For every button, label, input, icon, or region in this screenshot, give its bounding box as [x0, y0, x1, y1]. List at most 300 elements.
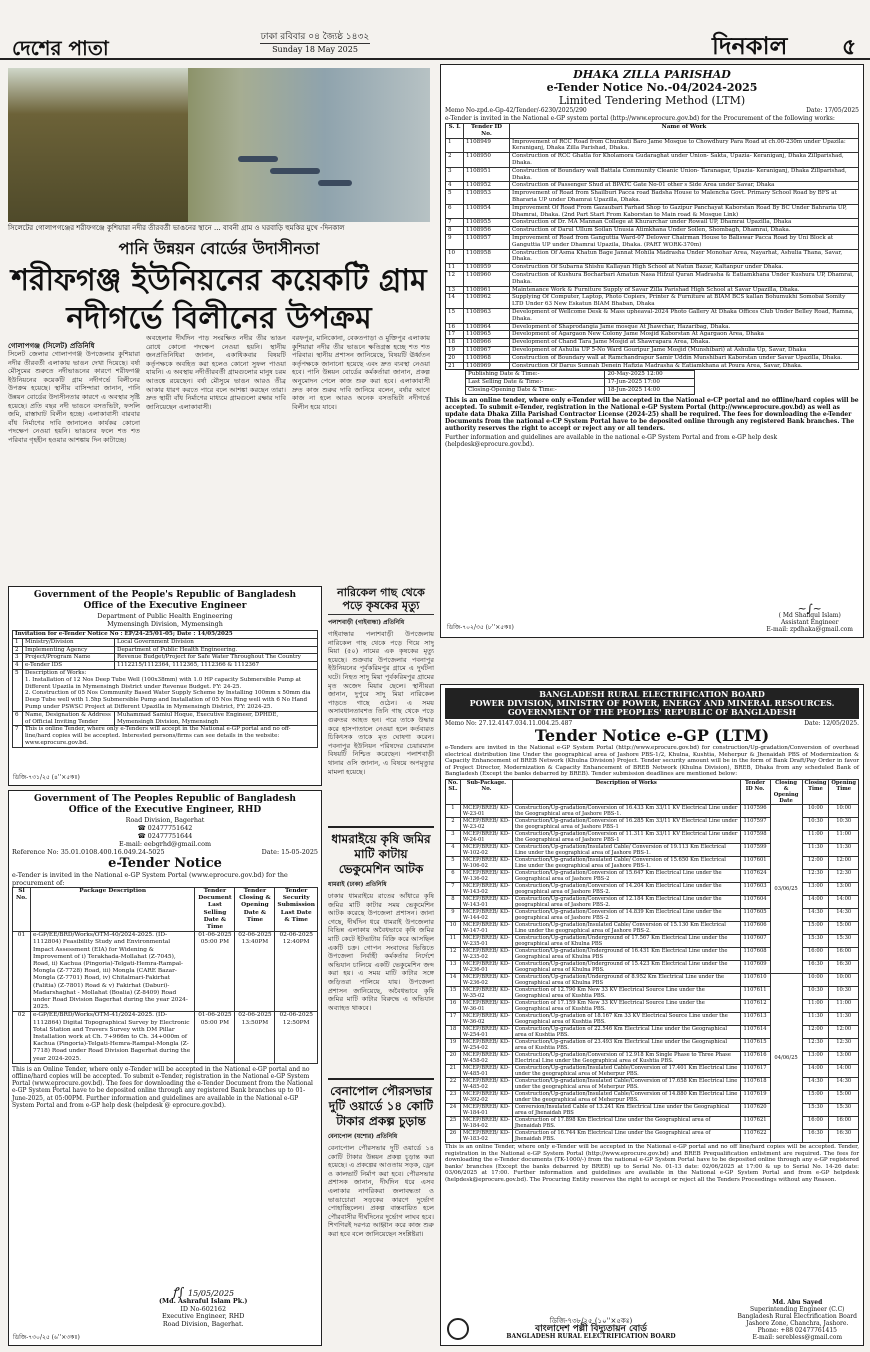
breb-cell-sl: 23 — [446, 1090, 461, 1103]
breb-cell-package: MCEP/BREB/ KD-W-143-01 — [460, 895, 512, 908]
date-bangla: ঢাকা রবিবার ০৪ জ্যৈষ্ঠ ১৪৩২ — [260, 32, 370, 42]
table-row — [13, 1012, 318, 1063]
breb-cell-sl: 14 — [446, 973, 461, 986]
story-column-2: অবহেলার দীর্ঘদিন পাড় সংরক্ষিত নদীর তীর ভাঙন রোধে কোনো পদক্ষেপ নেওয়া হয়নি। স্থানীয় জনপ্রতিনিধিরা জানান, একাধিকবার বিষয়টি কর্তৃপক্ষকে অবহিত করা হলেও কোনো সুফল পাওয়া যায়নি। এ অবস্থায় নদীতীরবর্তী গ্রামগুলোর মানুষ চরম আতঙ্কে রয়েছেন। বর্ষা মৌসুমে ভাঙন আরও তীব্র আকার ধারণ করতে পারে বলে আশঙ্কা করছেন তারা। দ্রুত স্থায়ী বাঁধ নির্মাণের মাধ্যমে গ্রামগুলো রক্ষার দাবি জানিয়েছেন এলাকাবাসী। — [146, 334, 286, 411]
breb-cell-sl: 1 — [446, 804, 461, 817]
dzp-cell-id: 1108955 — [464, 219, 510, 227]
table-row — [13, 654, 318, 662]
rhd-phone-1: ☎ 02477751642 — [137, 824, 193, 832]
rhd-ref-no: Reference No: 35.01.0108.400.16.049.24-5025 — [12, 848, 165, 856]
dates-row — [466, 379, 695, 387]
breb-cell-package: MCEP/BREB/ KD-W-23-02 — [460, 817, 512, 830]
table-row — [446, 227, 859, 235]
rhd-cell-package: e-GP/EE/BRD/Works/OTM-41/2024-2025. (ID-1112864) Digital Topographical Survey by Electronic Total Station and Travers Survey with DM Pillar Installation work at Ch. 7+966m to Ch. 34+000m of Kachua (Pingoria)-Telgati-Hemra-Rampal-Mongla (Z-7718) Road under Road Division Bagerhat during the year 2024-2025. — [31, 1012, 195, 1063]
rhd-signature-block — [159, 1285, 248, 1329]
breb-cell-open: 13:00 — [829, 882, 859, 895]
table-row — [446, 331, 859, 339]
dzp-cell-work: Maintenance Work & Furniture Supply of Savar Zilla Parishad High School at Savar Upazilla, Dhaka. — [510, 286, 859, 294]
boat-shape — [270, 168, 320, 174]
breb-cell-close: 14:00 — [802, 895, 829, 908]
table-row — [446, 973, 859, 986]
breb-cell-package: MCEP/BREB/ KD-W-35-02 — [460, 986, 512, 999]
breb-cell-close: 15:00 — [802, 921, 829, 934]
rhd-ref-row — [12, 848, 318, 856]
breb-cell-package: MCEP/BREB/ KD-W-147-01 — [460, 921, 512, 934]
middle-news-column — [328, 586, 434, 1346]
breb-cell-id: 1107607 — [740, 934, 770, 947]
dzp-sign-name: ( Md Shafiqul Islam) — [778, 612, 841, 619]
dzp-cell-id: 1108950 — [464, 153, 510, 168]
breb-cell-sl: 2 — [446, 817, 461, 830]
breb-cell-id: 1107605 — [740, 908, 770, 921]
dphe-cell-value: Revenue Budget/Project for Safe Water Throughout The Country — [115, 654, 318, 662]
breb-cell-open: 14:00 — [829, 1064, 859, 1077]
table-row — [446, 804, 859, 817]
dphe-cell-label: e-Tender IDS — [23, 662, 115, 670]
dzp-cell-id: 1108963 — [464, 308, 510, 323]
breb-memo: Memo No: 27.12.4147.034.11.004.25.487 — [445, 720, 573, 727]
breb-cell-desc: Construction/Up-gradation/Conversion of 11.311 Km 33/11 KV Electrical Line under the Geographical area of Jashore PBS-1 — [512, 830, 740, 843]
rhd-phone-1-value: 02477751642 — [147, 824, 193, 832]
dzp-date: Date: 17/05/2025 — [806, 107, 859, 114]
breb-cell-package: MCEP/BREB/ KD-W-184-02 — [460, 1116, 512, 1129]
breb-cell-desc: Construction/Up-gradation/Conversion of 15.647 Km Electrical Line under the Geographical area of Jashore PBS-2 — [512, 869, 740, 882]
table-row — [446, 308, 859, 323]
breb-cell-id: 1107614 — [740, 1025, 770, 1038]
breb-cell-id: 1107619 — [740, 1090, 770, 1103]
table-row — [446, 138, 859, 153]
breb-cell-sl: 20 — [446, 1051, 461, 1064]
rhd-phone-2: ☎ 02477751644 — [137, 832, 193, 840]
breb-sign-name: Md. Abu Sayed — [772, 1299, 823, 1306]
breb-cell-desc: Construction/Up-gradation/Insulated Cable/Conversion of 14.880 Km Electrical Line under the geographical area of Meherpur PBS. — [512, 1090, 740, 1103]
breb-cell-package: MCEP/BREB/ KD-W-485-01 — [460, 1064, 512, 1077]
dzp-cell-id: 1108968 — [464, 354, 510, 362]
benapole-byline: বেনাপোল (যশোর) প্রতিনিধি — [328, 1133, 398, 1140]
dphe-tender-notice — [8, 586, 322, 786]
dzp-cell-work: Improvement of Road from Ganguttia Ward-07 Delower Chairman House to Baliswar Pacca Road by Uni Block at Ganguttia UP under Dhamrai Upazila, Dhaka. (PART WORK-370m) — [510, 234, 859, 249]
dzp-cell-work: Construction of Kushura Bocharbari Amatun Nasa Hifzul Quran Madrasha & Eatiamkhana Under Kushura UP, Dhamrai, Dhaka. — [510, 271, 859, 286]
breb-cell-package: MCEP/BREB/ KD-W-236-02 — [460, 973, 512, 986]
dphe-cell-no: 1 — [13, 638, 23, 646]
breb-cell-sl: 4 — [446, 843, 461, 856]
rhd-line-1: Government of The Peoples Republic of Bangladesh — [34, 794, 296, 804]
breb-line-3: GOVERNMENT OF THE PEOPLES' REPUBLIC OF BANGLADESH — [507, 707, 797, 717]
breb-sign-title-2: Bangladesh Rural Electrification Board — [737, 1313, 857, 1320]
dzp-cell-sl: 10 — [446, 249, 464, 264]
dphe-cell-label: Implementing Agency — [23, 646, 115, 654]
breb-logo-icon — [447, 1318, 469, 1340]
rhd-tender-notice — [8, 790, 322, 1346]
dzp-col-id: Tender ID No. — [464, 124, 510, 139]
boat-shape — [238, 156, 278, 162]
table-row — [446, 294, 859, 309]
breb-cell-id: 1107612 — [740, 999, 770, 1012]
dzp-cell-work: Construction of Boundary wall Battala Community Cleanic Union- Taranagar, Upazia- Keraniganj, Dhaka Zillparishad, Dhaka. — [510, 167, 859, 182]
rhd-cell-selling: 01-06-2025 05:00 PM — [195, 932, 235, 1012]
breb-col-id: Tender ID No. — [740, 779, 770, 804]
rhd-cell-closing: 02-06-2025 13:40PM — [235, 932, 275, 1012]
dzp-cell-sl: 15 — [446, 308, 464, 323]
breb-cell-sl: 12 — [446, 947, 461, 960]
breb-cell-open: 12:30 — [829, 869, 859, 882]
dzp-cell-work: Construction of Boundary wall at Ramchandrapur Samir Uddin Munshibari Kaborstan under Savar Upazilla, Dhaka. — [510, 354, 859, 362]
dzp-cell-id: 1108953 — [464, 190, 510, 205]
breb-cell-desc: Construction/Up-gradation/Conversion of 16.285 Km 33/11 KV Electrical Line under the geographical area of Jashore PBS-1 — [512, 817, 740, 830]
breb-line-1: BANGLADESH RURAL ELECTRIFICATION BOARD — [539, 689, 765, 699]
breb-cell-close: 11:00 — [802, 830, 829, 843]
breb-cell-id: 1107611 — [740, 986, 770, 999]
breb-cell-package: MCEP/BREB/ KD-W-235-02 — [460, 947, 512, 960]
breb-cell-desc: Construction/Up-gradation of 23.493 Km Electrical Line under the Geographical area of Kushtia PBS. — [512, 1038, 740, 1051]
dzp-intro: e-Tender is invited in the National e-GP system portal (http://www.eprocure.gov.bd) for the Procurement of the following works: — [445, 115, 835, 122]
rhd-cell-sl: 02 — [13, 1012, 31, 1063]
breb-cell-open: 16:00 — [829, 947, 859, 960]
rhd-cell-package: e-GP/EE/BRD/Works/OTM-40/2024-2025. (ID-1112804) Feasibility Study and Environmental Impact Assessment (EIA) for Widening & Improvement of i) Terakhada-Mollahat (Z-7045), Road, ii) Kachua (Pingoria)-Telgati-Hemra-Rampal-Mongla (Z-7728) Road, iii) Mongla (CARE Bazar-Mongla (Z-7701) Road, iv) Chitalmari-Fakirhat (Falitia) (Z-7801) Road & v) Fakirhat (Daburi)-Madarshaghat - Mollahat (Boalia) (Z-8409) Road under Road Division Bagerhat during the year 2024-2025. — [31, 932, 195, 1012]
dphe-cell-value: Muhammad Samiul Hoque, Executive Engineer, DPHDE, Mymensingh Division, Mymensingh — [115, 711, 318, 726]
dzp-cell-sl: 3 — [446, 167, 464, 182]
breb-cell-sl: 21 — [446, 1064, 461, 1077]
table-row — [446, 190, 859, 205]
dzp-cell-sl: 5 — [446, 190, 464, 205]
breb-cell-sl: 6 — [446, 869, 461, 882]
dzp-title: DHAKA ZILLA PARISHAD — [573, 68, 731, 81]
breb-line-2: POWER DIVISION, MINISTRY OF POWER, ENERGY AND MINERAL RESOURCES. — [469, 698, 835, 708]
breb-cell-package: MCEP/BREB/ KD-W-458-02 — [460, 1051, 512, 1064]
breb-note: This is an online Tender, where only e-Tender will be accepted in the National e-GP portal and no off line/hard copies will be accepted. Tender, registration in the National e-GP System Portal (http://www.eprocure.gov.bd) and BREB Prequalification enlistment are required. The fees for downloading the e-Tender documents (TK-1000/-) from the national e-GP System Portal have to be deposited online through any e-GP registered banks' branches (Except the banks debarred by BREB) up to Serial No. 01-13 date: 02/06/2025 at 17:00 & up to Serial No. 14-26 date: 03/06/2025 at 17:00. Further information and guidelines are available in the National e-GP System Portal and from e-GP helpdesk (helpdesk@eprocure.gov.bd). The Procuring Entity reserves the right to accept or reject all the Tenders Proceedings without any Reason. — [445, 1143, 859, 1183]
dphe-cell-label: Name, Designation & Address of Official Inviting Tender — [23, 711, 115, 726]
breb-cell-close: 12:00 — [802, 856, 829, 869]
rhd-col-closing: Tender Closing & Opening Date & Time — [235, 888, 275, 932]
breb-cell-sl: 26 — [446, 1129, 461, 1142]
dzp-cell-sl: 20 — [446, 354, 464, 362]
breb-cell-close: 13:00 — [802, 882, 829, 895]
dzp-memo-row — [445, 107, 859, 115]
breb-cell-id: 1107598 — [740, 830, 770, 843]
rhd-line-3: Road Division, Bagerhat — [125, 816, 205, 824]
dphe-description — [23, 669, 318, 711]
breb-cell-id: 1107617 — [740, 1064, 770, 1077]
breb-tender-notice — [440, 684, 864, 1346]
rhd-sign-date: 15/05/2025 — [188, 1289, 235, 1299]
dzp-cell-work: Construction Of Darus Sunnah Denein Hafizia Madrasha & Eatiamkhana at Poura Area, Savar, Dhaka. — [510, 362, 859, 370]
story-headline: শরীফগঞ্জ ইউনিয়নের কয়েকটি গ্রাম নদীগর্ভে বিলীনের উপক্রম — [11, 263, 427, 336]
breb-cell-open: 14:00 — [829, 895, 859, 908]
dzp-tender-notice — [440, 64, 864, 638]
breb-cell-close: 10:30 — [802, 817, 829, 830]
table-row — [13, 662, 318, 670]
breb-cell-package: MCEP/BREB/ KD-W-183-02 — [460, 1129, 512, 1142]
dphe-line-3: Department of Public Health Engineering — [97, 612, 233, 620]
dzp-cell-id: 1108965 — [464, 331, 510, 339]
breb-cell-id: 1107597 — [740, 817, 770, 830]
breb-cell-package: MCEP/BREB/ KD-W-102-02 — [460, 843, 512, 856]
breb-cell-open: 10:30 — [829, 986, 859, 999]
breb-cell-id: 1107603 — [740, 882, 770, 895]
dphe-line-2: Office of the Executive Engineer — [83, 601, 247, 611]
breb-cell-date: 04/06/25 — [770, 973, 802, 1142]
breb-col-close: Closing Time — [802, 779, 829, 804]
rhd-email: E-mail: eebgrhd@gmail.com — [118, 840, 212, 848]
dhamrai-headline: ধামরাইয়ে কৃষি জমির মাটি কাটায় ভেকুমেশিন আটক — [328, 826, 434, 877]
dzp-note: This is an online tender, where only e-Tender will be accepted in the National e-CP portal and no offline/hard copies will be accepted. To submit e-Tender, registration in the National e-GP System Portal (http://www.eprocure.gov.bd) as well as update data Dhaka Zilla Parishad Contractor License (2024-25) shall be required. The fees for downloading the e-Tender Documents from the national e-CP System Portal have to be deposited online through any registered Bank branches. The authority reserves the right to accept or reject any or all tenders. — [445, 396, 859, 432]
dphe-cell-no: 7 — [13, 726, 23, 747]
dzp-cell-sl: 13 — [446, 286, 464, 294]
dphe-cell-no: 3 — [13, 654, 23, 662]
dzp-cell-sl: 8 — [446, 227, 464, 235]
breb-cell-desc: Conversion/Insulated Cable of 13.241 Km Electrical Line under the Geographical area of Jhenaidah PBS — [512, 1103, 740, 1116]
dzp-cell-work: Construction Of Subarna Shishu Kallayan High School at Natun Bazar, Kaltanpur under Dhaka. — [510, 264, 859, 272]
date-line — [260, 31, 370, 56]
breb-cell-id: 1107608 — [740, 947, 770, 960]
breb-cell-open: 12:30 — [829, 1038, 859, 1051]
breb-cell-close: 13:00 — [802, 1051, 829, 1064]
dzp-cell-sl: 12 — [446, 271, 464, 286]
breb-cell-desc: Construction/Up-gradation/Insulated Cable/ Conversion of 15.650 Km Electrical Line under the geographical area of Jashore PBS-1. — [512, 856, 740, 869]
dzp-subtitle: e-Tender Notice No.-04/2024-2025 — [546, 81, 758, 94]
breb-cell-open: 14:30 — [829, 908, 859, 921]
rhd-col-sl: Sl No. — [13, 888, 31, 932]
dzp-sign-email: E-mail: zpdhaka@gmail.com — [766, 626, 853, 633]
breb-cell-close: 15:30 — [802, 1103, 829, 1116]
dzp-cell-id: 1108969 — [464, 362, 510, 370]
breb-cell-sl: 18 — [446, 1025, 461, 1038]
breb-cell-id: 1107621 — [740, 1116, 770, 1129]
table-row — [13, 932, 318, 1012]
dphe-cell-value: Local Government Division — [115, 638, 318, 646]
dhamrai-byline: ধামরাই (ঢাকা) প্রতিনিধি — [328, 881, 387, 888]
breb-cell-desc: Construction/Up-gradation/Insulated Cable/Conversion of 17.658 Km Electrical Line under the geographical area of Meherpur PBS. — [512, 1077, 740, 1090]
dzp-cell-work: Improvement of Road from Shailburi Pacca road Badsha House to Malencha Govt. Primary School Road by BFS at Bhararia UP under Dhamrai Upazilla, Dhaka. — [510, 190, 859, 205]
photo-caption: সিলেটের গোলাপগঞ্জের শরীফগঞ্জে কুশিয়ারা নদীর তীরবর্তী ভাঙনের স্থানে ... বাবনী গ্রাম ও ঘরবাড়ি হুমকির মুখে -দিনকাল — [8, 224, 345, 232]
rhd-cell-security: 02-06-2025 12:40PM — [275, 932, 318, 1012]
dzp-cell-id: 1108961 — [464, 286, 510, 294]
dzp-cell-work: Development of Agargaon New Colony Jame Mosjid Kaborstan At Agargaon Area, Dhaka — [510, 331, 859, 339]
dzp-cell-work: Improvement of RCC Road from Chunkuti Baro Jame Mosque to Chowdhury Para Road at ch.00-230m under Upazila: Keraniganj, Dhaka Zilla Parishad, Dhaka. — [510, 138, 859, 153]
breb-cell-id: 1107601 — [740, 856, 770, 869]
breb-cell-package: MCEP/BREB/ KD-W-254-02 — [460, 1038, 512, 1051]
signature-mark: ~∫~ — [797, 602, 822, 615]
breb-cell-open: 11:30 — [829, 843, 859, 856]
breb-cell-package: MCEP/BREB/ KD-W-184-01 — [460, 1103, 512, 1116]
breb-cell-close: 12:30 — [802, 869, 829, 882]
breb-cell-package: MCEP/BREB/ KD-W-144-02 — [460, 908, 512, 921]
breb-cell-open: 15:00 — [829, 1090, 859, 1103]
breb-cell-open: 11:30 — [829, 1012, 859, 1025]
dzp-col-work: Name of Work — [510, 124, 859, 139]
breb-cell-sl: 13 — [446, 960, 461, 973]
dzp-cell-id: 1108962 — [464, 294, 510, 309]
dhamrai-body: ঢাকার ধামরাইয়ে রাতের আঁধারে কৃষি জমির মাটি কাটার সময় ভেকুমেশিন আটক করেছে উপজেলা প্রশাসন। জানা গেছে, দীর্ঘদিন ধরে ধামরাই উপজেলার বিভিন্ন এলাকায় অবৈধভাবে কৃষি জমির মাটি কেটে ইটভাটায় বিক্রি করে আসছিল একটি চক্র। গোপন সংবাদের ভিত্তিতে উপজেলা নির্বাহী কর্মকর্তার নির্দেশে অভিযান চালিয়ে একটি ভেকুমেশিন জব্দ করা হয়। এ সময় মাটি কাটার সঙ্গে জড়িতরা পালিয়ে যায়। উপজেলা প্রশাসন জানিয়েছে, অবৈধভাবে কৃষি জমির মাটি কাটার বিরুদ্ধে এ অভিযান অব্যাহত থাকবে। — [328, 892, 434, 1012]
date-label: Last Selling Date & Time:- — [466, 379, 605, 387]
rhd-phone-2-value: 02477751644 — [147, 832, 193, 840]
masthead-name: দিনকাল — [712, 32, 788, 60]
dzp-cell-sl: 2 — [446, 153, 464, 168]
section-title: দেশের পাতা — [12, 36, 109, 60]
table-row — [446, 271, 859, 286]
table-row — [446, 219, 859, 227]
dphe-desc-item: 1. Installation of 12 Nos Deep Tube Well (100x38mm) with 1.0 HP capacity Submersible Pump at Different Upazila in Mymensingh District under Revenue Budget. FY: 24-25. — [25, 676, 302, 690]
breb-col-desc: Description of Works — [512, 779, 740, 804]
breb-cell-close: 14:00 — [802, 1064, 829, 1077]
breb-cell-open: 15:30 — [829, 934, 859, 947]
breb-bn-name-2: BANGLADESH RURAL ELECTRIFICATION BOARD — [506, 1333, 676, 1340]
breb-cell-open: 10:00 — [829, 973, 859, 986]
breb-cell-sl: 17 — [446, 1012, 461, 1025]
breb-ref-1: ডিজি-৭৩৮/২৫ (১০''×৫কঃ) — [549, 1317, 633, 1325]
dphe-cell-label: Project/Program Name — [23, 654, 115, 662]
table-row — [13, 711, 318, 726]
breb-col-package: Sub-Package. No. — [460, 779, 512, 804]
breb-cell-desc: Construction/Up-gradation/Insulated Cable/ Conversion of 19.113 Km Electrical Line under the geographical area of Jashore PBS-1. — [512, 843, 740, 856]
riverbank-shape — [8, 68, 188, 222]
dzp-cell-id: 1108967 — [464, 346, 510, 354]
dzp-cell-sl: 7 — [446, 219, 464, 227]
breb-cell-package: MCEP/BREB/ KD-W-143-02 — [460, 882, 512, 895]
table-row — [446, 204, 859, 219]
breb-date: Date: 12/05/2025. — [804, 720, 859, 727]
breb-col-date: Closing & Opening Date — [770, 779, 802, 804]
breb-cell-open: 16:30 — [829, 960, 859, 973]
dphe-line-4: Mymensingh Division, Mymensingh — [107, 620, 223, 628]
rhd-cell-sl: 01 — [13, 932, 31, 1012]
breb-cell-close: 14:30 — [802, 908, 829, 921]
rhd-intro: e-Tender is invited in the National e-GP System Portal (www.eprocure.gov.bd) for the procurement of: — [12, 871, 288, 887]
narikel-byline: পলাশবাড়ী (গাইবান্ধা) প্রতিনিধি — [328, 619, 405, 626]
table-row — [446, 264, 859, 272]
breb-cell-sl: 3 — [446, 830, 461, 843]
breb-cell-sl: 8 — [446, 895, 461, 908]
narikel-body: গাইবান্ধার পলাশবাড়ী উপজেলায় নারিকেল গাছ থেকে পড়ে গিয়ে সাদু মিয়া (৫০) নামের এক কৃষকের মৃত্যু হয়েছে। শুক্রবার উপজেলার পবনাপুর ইউনিয়নের পূর্বকরিমপুর গ্রামে এ দুর্ঘটনা ঘটে। নিহত সাদু মিয়া পূর্বকরিমপুর গ্রামের মৃত অজেদ মিয়ার ছেলে। স্থানীয়রা জানান, দুপুরে সাদু মিয়া নারিকেল পাড়তে গাছে ওঠেন। এ সময় অসাবধানতাবশত তিনি গাছ থেকে পড়ে গুরুতর আহত হন। পরে তাকে উদ্ধার করে হাসপাতালে নেওয়া হলে কর্তব্যরত চিকিৎসক তাকে মৃত ঘোষণা করেন। পবনাপুর ইউনিয়ন পরিষদের চেয়ারম্যান বিষয়টি নিশ্চিত করেছেন। পলাশবাড়ী থানার ওসি জানান, এ বিষয়ে অপমৃত্যুর মামলা হয়েছে। — [328, 630, 434, 776]
dzp-cell-sl: 18 — [446, 339, 464, 347]
breb-cell-desc: Construction/Up-gradation/Insulated Cable/Conversion of 17.401 Km Electrical Line under the geographical area of Meherpur PBS. — [512, 1064, 740, 1077]
table-row — [446, 354, 859, 362]
table-row — [446, 167, 859, 182]
breb-cell-desc: Construction/Up-gradation/Conversion of 16.433 Km 33/11 KV Electrical Line under the Geographical area of Jashore PBS-1. — [512, 804, 740, 817]
dzp-cell-id: 1108964 — [464, 323, 510, 331]
breb-cell-id: 1107609 — [740, 960, 770, 973]
breb-cell-desc: Construction/Up-gradation/Underground of 15.423 Km Electrical Line under the Geographical area of Khulna PBS. — [512, 960, 740, 973]
dzp-table — [445, 123, 859, 370]
date-label: Closing-Opening Date & Time:- — [466, 386, 605, 394]
breb-cell-open: 12:00 — [829, 1025, 859, 1038]
breb-cell-package: MCEP/BREB/ KD-W-392-02 — [460, 1090, 512, 1103]
table-row — [446, 153, 859, 168]
breb-footer — [447, 1317, 707, 1341]
breb-cell-desc: Construction/Up-gradation/Underground of 8.952 Km Electrical Line under the Geographical area of Khulna PBS — [512, 973, 740, 986]
table-row — [446, 249, 859, 264]
breb-cell-package: MCEP/BREB/ KD-W-36-02 — [460, 1012, 512, 1025]
dzp-ref: ডিজি-৭০২/৩৫ (৮''×৫কঃ) — [447, 624, 514, 631]
rhd-cell-selling: 01-06-2025 05:00 PM — [195, 1012, 235, 1063]
breb-cell-close: 16:30 — [802, 960, 829, 973]
breb-cell-id: 1107624 — [740, 869, 770, 882]
table-row — [446, 323, 859, 331]
breb-cell-sl: 7 — [446, 882, 461, 895]
breb-cell-open: 12:00 — [829, 856, 859, 869]
breb-cell-desc: Construction of 17.159 Km New 33 KV Electrical Source Line under the Geographical area of Kushtia PBS. — [512, 999, 740, 1012]
breb-cell-open: 10:30 — [829, 817, 859, 830]
dzp-cell-sl: 9 — [446, 234, 464, 249]
table-row — [13, 638, 318, 646]
breb-cell-desc: Construction of 12.790 Km New 33 KV Electrical Source Line under the Geographical area of Kushtia PBS. — [512, 986, 740, 999]
dzp-cell-work: Development of Chand Tara Jame Mosjid at Shawrapara Area, Dhaka. — [510, 339, 859, 347]
dzp-cell-work: Development of Ashulia UP 5-No Ward Gouripur Jame Mosjid (Munshibari) at Ashulia Up, Savar, Dhaka — [510, 346, 859, 354]
breb-cell-sl: 19 — [446, 1038, 461, 1051]
story-photo — [8, 68, 430, 222]
breb-title: Tender Notice e-GP (LTM) — [534, 726, 770, 745]
date-label: Publishing Date & Time:- — [466, 371, 605, 379]
rhd-line-2: Office of the Executive Engineer, RHD — [68, 805, 262, 815]
dphe-cell-no: 4 — [13, 662, 23, 670]
table-row — [446, 346, 859, 354]
breb-cell-close: 15:00 — [802, 1090, 829, 1103]
dphe-cell-no: 5 — [13, 669, 23, 711]
breb-cell-close: 14:30 — [802, 1077, 829, 1090]
breb-cell-close: 16:30 — [802, 1129, 829, 1142]
breb-cell-package: MCEP/BREB/ KD-W-236-01 — [460, 960, 512, 973]
dzp-cell-id: 1108959 — [464, 264, 510, 272]
breb-col-sl: No. SL. — [446, 779, 461, 804]
breb-cell-open: 10:00 — [829, 804, 859, 817]
table-row — [13, 726, 318, 747]
breb-header — [445, 688, 859, 719]
breb-cell-desc: Construction/Up-gradation/Conversion of 12.918 Km Single Phase to Three Phase Electrical Line under the Geographical area of Kushtia PBS. — [512, 1051, 740, 1064]
dphe-cell-value: Department of Public Health Engineering. — [115, 646, 318, 654]
breb-cell-close: 11:30 — [802, 1012, 829, 1025]
breb-sign-title-3: Jashore Zone, Chanchra, Jashore. — [746, 1320, 849, 1327]
dzp-cell-id: 1108956 — [464, 227, 510, 235]
dzp-cell-sl: 21 — [446, 362, 464, 370]
rhd-title: e-Tender Notice — [108, 856, 222, 871]
breb-cell-open: 13:00 — [829, 1051, 859, 1064]
breb-cell-date: 03/06/25 — [770, 804, 802, 973]
breb-bn-name: বাংলাদেশ পল্লী বিদ্যুতায়ন বোর্ড — [535, 1324, 647, 1334]
breb-cell-desc: Construction/Up-gradation/Conversion of 14.204 Km Electrical Line under the geographical area of Jashore PBS-2. — [512, 882, 740, 895]
dzp-cell-work: Improvement Of Road From Gazaubari Farhad Shop to Gazipur Panchayat Kaborstan Road By BC Under Bahraria UP, Dhamrai, Dhaka. (2nd Part Start From Kaborstan to Main road & Mosque Link) — [510, 204, 859, 219]
breb-cell-id: 1107604 — [740, 895, 770, 908]
breb-cell-desc: Construction of 16.744 Km Electrical Line under the Geographical area of Jhenaidah PBS. — [512, 1129, 740, 1142]
dzp-cell-id: 1108952 — [464, 182, 510, 190]
dates-row — [466, 371, 695, 379]
story-column-3: বরফপুর, মানিকোনা, বেকতপাড়া ও মুক্তিপুর এলাকায় কুশিয়ারা নদীর তীর ভাঙনে ক্ষতিগ্রস্ত হচ্ছে শত শত পরিবার। স্থানীয় প্রশাসন জানিয়েছে, বিষয়টি ঊর্ধ্বতন কর্তৃপক্ষকে জানানো হয়েছে এবং দ্রুত ব্যবস্থা নেওয়া হবে। পানি উন্নয়ন বোর্ডের কর্মকর্তারা জানান, প্রকল্প অনুমোদন পেলে কাজ শুরু করা হবে। এলাকাবাসী দ্রুত কাজ শুরুর দাবি জানিয়ে বলেন, বর্ষার আগে কাজ না হলে আরও অনেক বসতভিটা নদীগর্ভে বিলীন হয়ে যাবে। — [292, 334, 430, 411]
rhd-cell-closing: 02-06-2025 13:50PM — [235, 1012, 275, 1063]
rhd-sign-title-2: Road Division, Bagerhat. — [162, 1320, 244, 1329]
narikel-headline: নারিকেল গাছ থেকে পড়ে কৃষকের মৃত্যু — [328, 586, 434, 615]
page-header — [0, 0, 870, 60]
dphe-cell-no: 6 — [13, 711, 23, 726]
dphe-cell-value: 1112215/1112364, 1112365, 1112366 & 1112367 — [115, 662, 318, 670]
dzp-cell-work: Development of Shaprodangia Jame mosque At Jhawchar, Hazaribag, Dhaka. — [510, 323, 859, 331]
page-number: ৫ — [842, 34, 857, 60]
date-english: Sunday 18 May 2025 — [260, 43, 370, 56]
breb-cell-package: MCEP/BREB/ KD-W-24-01 — [460, 830, 512, 843]
table-row — [13, 669, 318, 711]
rhd-date: Date: 15-05-2025 — [261, 848, 318, 856]
rhd-ref: ডিজি-৭৩০/২৫ (৬''×৩কঃ) — [13, 1334, 80, 1341]
table-row — [446, 339, 859, 347]
breb-cell-open: 11:00 — [829, 999, 859, 1012]
breb-cell-close: 11:30 — [802, 843, 829, 856]
breb-cell-id: 1107615 — [740, 1038, 770, 1051]
story-column-1: সিলেট জেলার গোলাপগঞ্জ উপজেলার কুশিয়ারা নদীর তীরবর্তী এলাকায় ভাঙন দেখা দিয়েছে। বর্ষা মৌসুমের শুরুতে নদীভাঙনের কারণে শরীফগঞ্জ ইউনিয়নের কয়েকটি গ্রাম নদীগর্ভে বিলীনের উপক্রম হয়েছে। স্থানীয় বাসিন্দারা জানান, পানি উন্নয়ন বোর্ডের উদাসীনতার কারণে এ অবস্থার সৃষ্টি হয়েছে। প্রতি বছর নদী ভাঙনে বসতভিটা, ফসলি জমি, রাস্তাঘাট বিলীন হচ্ছে। এলাকাবাসী বারবার বাঁধ নির্মাণের দাবি জানালেও কার্যকর কোনো পদক্ষেপ নেওয়া হয়নি। ভাঙনের ফলে শত শত পরিবার গৃহহীন হওয়ার আশঙ্কায় দিন কাটাচ্ছে। — [8, 350, 140, 444]
dphe-desc-item: 2. Construction of 05 Nos Community Based Water Supply Scheme by Installing 100mm x 50mm dia Deep Tube well with 1.5hp Submersible Pump and Installation of 05 Nos Ring well with 6 No Hand Pump under PSWSC Project at Different Upazilla in Mymensingh District, FY: 2024-25. — [25, 690, 311, 710]
dzp-cell-id: 1108958 — [464, 249, 510, 264]
dzp-cell-id: 1108951 — [464, 167, 510, 182]
breb-cell-close: 10:00 — [802, 804, 829, 817]
breb-cell-id: 1107622 — [740, 1129, 770, 1142]
breb-cell-id: 1107596 — [740, 804, 770, 817]
